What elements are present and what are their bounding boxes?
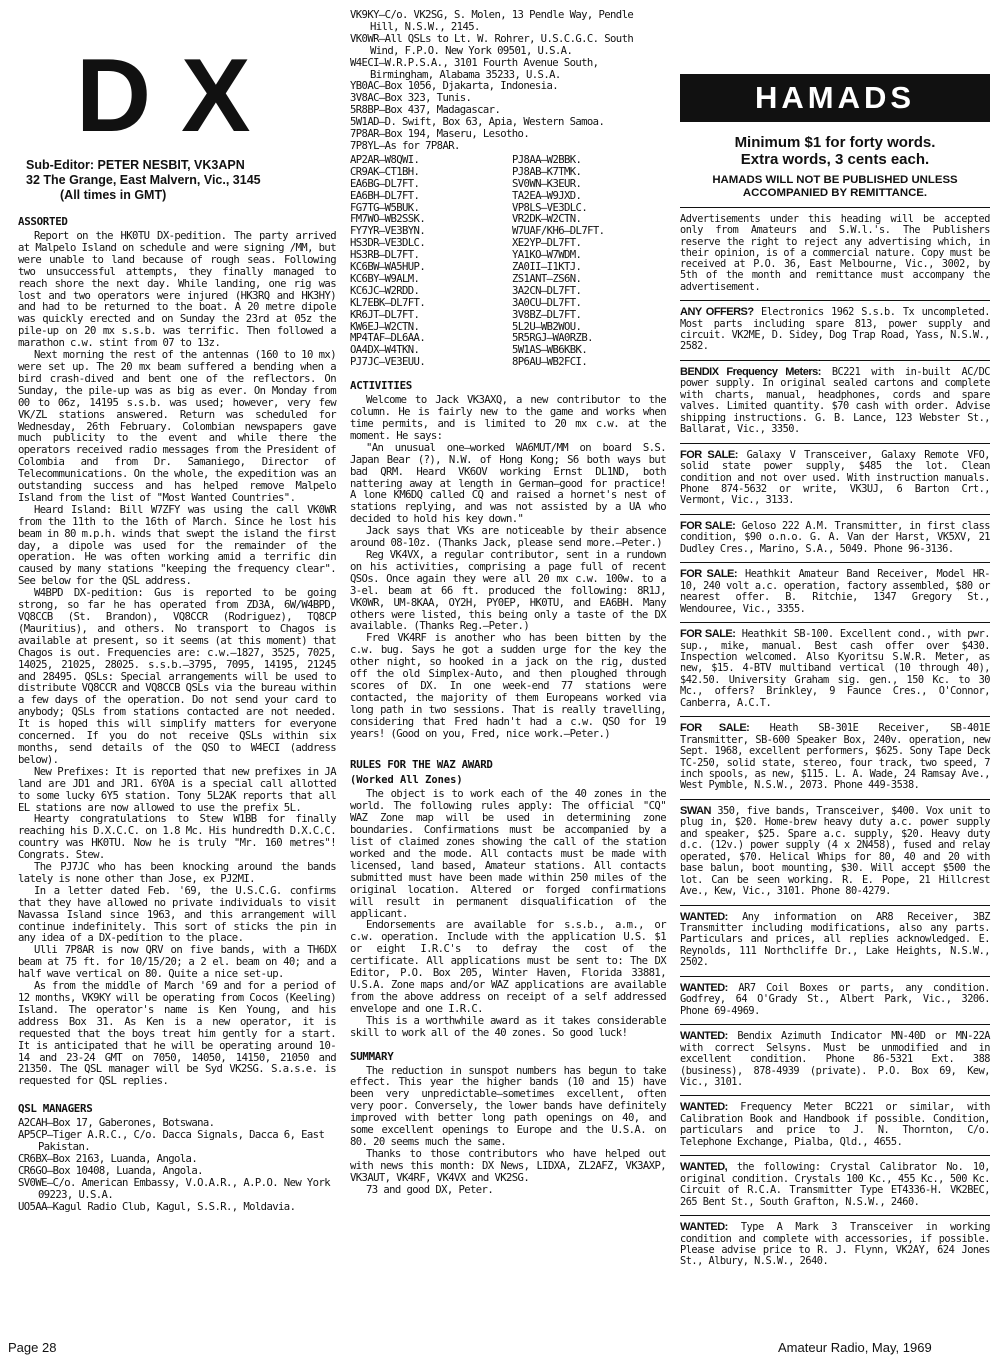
paragraph: Ulli 7P8AR is now QRV on five bands, with a TH6DX beam at 75 ft. for 10/15/20; a 2 el. beam on 40; and a half wave vertical on 80. Quite a nice set-up. bbox=[18, 944, 336, 981]
paragraph: Welcome to Jack VK3AXQ, a new contributor to the column. He is fairly new to the game and works when time permits, and is limited to 20 mx c.w. at the moment. He says: bbox=[350, 394, 666, 442]
paragraph: Report on the HK0TU DX-pedition. The party arrived at Malpelo Island on schedule and were signing /MM, but were unable to land because of rough seas. Following two unsuccessful attempts, they finally managed to reach shore the next day. While landing, one rig was lost and two operators were injured (HK3RQ and HK3HY) and had to be returned to the boat. A 20 metre dipole was quickly erected and on Sunday the 23rd at 05z the pile-up on 20 mx s.s.b. was terrific. Then followed a marathon c.w. stint from 07 to 13z. bbox=[18, 230, 336, 350]
classified-ad bbox=[680, 307, 990, 353]
divider bbox=[680, 360, 990, 361]
qsl-list bbox=[18, 1118, 336, 1213]
qsl-pair-item: PJ8AA—W2BBK. bbox=[512, 154, 582, 166]
list-item: W4ECI—W.R.P.S.A., 3101 Fourth Avenue South, Birmingham, Alabama 35233, U.S.A. bbox=[350, 56, 599, 81]
divider bbox=[680, 514, 990, 515]
divider bbox=[680, 1215, 990, 1216]
paragraph: In a letter dated Feb. '69, the U.S.C.G. confirms that they have allowed no private individuals to visit Navassa Island since 1963, and this arrangement will continue indefinitely. This sort of sticks the pin in any idea of a DX-pedition to the place. bbox=[18, 884, 336, 945]
section-heading-qsl-managers: QSL MANAGERS bbox=[18, 1102, 93, 1116]
classified-ad bbox=[680, 521, 990, 555]
classified-ad bbox=[680, 1162, 990, 1208]
divider bbox=[680, 562, 990, 563]
remittance-notice bbox=[680, 174, 990, 200]
qsl-pair-item: CR9AK—CT1BH. bbox=[350, 166, 420, 178]
ad-lead: SWAN bbox=[680, 804, 711, 817]
column-right bbox=[680, 0, 990, 1268]
paragraph: Jack says that VKs are noticeable by their absence around 08-10z. (Thanks Jack, please send more.—Peter.) bbox=[350, 525, 666, 550]
qsl-pair-item: FG7TG—W5BUK. bbox=[350, 202, 420, 214]
list-item: UO5AA—Kagul Radio Club, Kagul, S.S.R., Moldavia. bbox=[18, 1200, 296, 1213]
list-item: 3V8AC—Box 323, Tunis. bbox=[350, 92, 472, 105]
qsl-pair-item: VP8LS—VE3DLC. bbox=[512, 202, 588, 214]
column-middle bbox=[350, 10, 666, 1196]
subeditor-block bbox=[26, 158, 336, 203]
paragraph: Reg VK4VX, a regular contributor, sent in a rundown on his activities, comprising a page full of recent QSOs. Once again they were all 20 mx c.w. 100w. to a 3-el. beam at 66 ft. produced the following: 8R1J, VK0WR, UM-8KAA, OY2H, PY0EP, HK0TU, and EA6BH. Many others were listed, this being only a taste of the DX available. (Thanks Reg.—Peter.) bbox=[350, 548, 666, 633]
classified-ad bbox=[680, 450, 990, 507]
paragraph: Next morning the rest of the antennas (160 to 10 mx) were set up. The 20 mx beam suffered a bending when a bird crash-dived and bent one of the reflectors. On Sunday, the pile-up was as big as ever. On Monday from 00 to 06z, 14195 s.s.b. was used; however, very few VK/ZL stations answered. Return was scheduled for Wednesday, 26th February. Colombian newspapers gave much publicity to the event and while there the operators received radio messages from the President of Colombia and from Dr. Samaniego, Director of Telecommunications. On the whole, the expedition was an outstanding success and has helped remove Malpelo Island from the list of "Most Wanted Countries". bbox=[18, 349, 336, 504]
qsl-pair-item: 8P6AU—WB2FCI. bbox=[512, 357, 588, 369]
classified-ad bbox=[680, 912, 990, 969]
qsl-pair-item: 3A0CU—DL7FT. bbox=[512, 297, 582, 309]
rates-line: Minimum $1 for forty words. bbox=[734, 134, 936, 151]
ad-text: Geloso 222 A.M. Transmitter, in first class condition, $90 o.n.o. G. A. Van der Harst, VK5XV, 21 Dudley Cres., Marino, S.A., 5049. Phone 96-3136. bbox=[680, 519, 991, 555]
list-item: YB0AC—Box 1056, Djakarta, Indonesia. bbox=[350, 80, 559, 93]
subeditor-address: 32 The Grange, East Malvern, Vic., 3145 bbox=[26, 173, 261, 187]
ad-lead: FOR SALE: bbox=[680, 568, 738, 581]
ad-lead: BENDIX Frequency Meters: bbox=[680, 365, 821, 378]
classified-ad bbox=[680, 1222, 990, 1268]
summary-body bbox=[350, 1066, 666, 1197]
qsl-pair-item: KC6BW—WA5HUP. bbox=[350, 262, 426, 274]
list-item: 7P8YL—As for 7P8AR. bbox=[350, 139, 460, 152]
ad-text: AR7 Coil Boxes or parts, any condition. Godfrey, 64 O'Grady St., Albert Park, Vic., 3206. Phone 69-4969. bbox=[680, 981, 990, 1017]
subeditor-name: Sub-Editor: PETER NESBIT, VK3APN bbox=[26, 158, 245, 172]
list-item: VK0WR—All QSLs to Lt. W. Rohrer, U.S.C.G.C. South Wind, F.P.O. New York 09501, U.S.A. bbox=[350, 32, 634, 57]
column-left bbox=[18, 0, 336, 1214]
paragraph: Heard Island: Bill W7ZFY was using the call VK0WR from the 11th to the 16th of March. Since he lost his beam in 80 m.p.h. winds that swept the island the first day, a dipole was used for the remainder of the operation. He was often working amid a terrific din caused by many stations "keeping the frequency clear". See below for the QSL address. bbox=[18, 503, 336, 588]
list-item: 5R8BP—Box 437, Madagascar. bbox=[350, 104, 501, 117]
qsl-pair-item: OA4DX—W4TKN. bbox=[350, 345, 420, 357]
ad-lead: FOR SALE: bbox=[680, 722, 750, 735]
qsl-pair-item: 5L2U—WB2WOU. bbox=[512, 321, 582, 333]
qsl-pair-item: KL7EBK—DL7FT. bbox=[350, 297, 426, 309]
ad-text: Heath SB-301E Receiver, SB-401E Transmitter, SB-600 Speaker Box, 240v. operation, new Sept. 1968, excellent performers, $625. Sony Tape Deck TC-250, solid state, stereo, four track, two speed, 7 inch spools, as new, $115. L. A. Wade, 24 Ramsay Ave., West Pymble, N.S.W., 2073. Phone 449-3538. bbox=[680, 722, 990, 792]
paragraph: Hearty congratulations to Stew W1BB for finally reaching his D.X.C.C. on 1.8 Mc. His hundredth D.X.C.C. country was HK0TU. Now he is truly "Mr. 160 metres"! Congrats. Stew. bbox=[18, 813, 336, 862]
ad-lead: FOR SALE: bbox=[680, 519, 736, 532]
ad-lead: WANTED: bbox=[680, 1101, 728, 1114]
list-item: VK9KY—C/o. VK2SG, S. Molen, 13 Pendle Way, Pendle Hill, N.S.W., 2145. bbox=[350, 9, 634, 33]
list-item: CR6BX—Box 2163, Luanda, Angola. bbox=[18, 1152, 198, 1165]
activities-body bbox=[350, 395, 666, 740]
divider bbox=[680, 443, 990, 444]
qsl-pair-item: SV0WN—K3EUR. bbox=[512, 178, 582, 190]
paragraph: The PJ7JC who has been knocking around the bands lately is none other than Jose, ex PJ2MI. bbox=[18, 861, 336, 885]
page-title: DX bbox=[76, 38, 281, 154]
qsl-list-continued bbox=[350, 10, 666, 153]
qsl-pair-item: EA6BH—DL7FT. bbox=[350, 190, 420, 202]
list-item: 7P8AR—Box 194, Maseru, Lesotho. bbox=[350, 128, 530, 141]
ad-text: Any information on AR8 Receiver, 3BZ Transmitter including modifications, also any parts. Particulars and prices, all replies acknowledged. E. Reynolds, 111 Northcliffe Dr., Lake Heights, N.S.W., 2502. bbox=[680, 910, 990, 969]
divider bbox=[680, 1095, 990, 1096]
divider bbox=[680, 1024, 990, 1025]
ad-text: Heathkit SB-100. Excellent cond., with pwr. sup., mike, manual. Best cash offer over $430. Inspection welcomed. Also Kyoritsu S.W.R. Meter, as new, $15. 4-BTV multiband vertical (10 through 40), $42.50. University Graham sig. gen., 150 Kc. to 30 Mc., offers? Brinkley, 9 Faunce Cres., O'Connor, Canberra, A.C.T. bbox=[680, 628, 991, 709]
qsl-pair-item: TA2EA—W9JXD. bbox=[512, 190, 582, 202]
classified-ad bbox=[680, 1102, 990, 1148]
ad-lead: FOR SALE: bbox=[680, 448, 738, 461]
list-item: AP5CP—Tiger A.R.C., C/o. Dacca Signals, Dacca 6, East Pakistan. bbox=[18, 1129, 325, 1154]
paragraph: Thanks to those contributors who have helped out with news this month: DX News, LIDXA, ZL2AFZ, VK3AXP, VK3AUT, VK4RF, VK4VX and VK2SG. bbox=[350, 1147, 666, 1184]
rates-line: Extra words, 3 cents each. bbox=[740, 151, 930, 168]
hamads-intro: Advertisements under this heading will be accepted only from Amateurs and S.W.l.'s. The Publishers reserve the right to reject any advertising which, in their opinion, is of a commercial nature. Copy must be received at P.O. 36, East Melbourne, Vic., 3002, by 5th of the month and remittance must accompany the advertisement. bbox=[680, 214, 990, 293]
classified-ad bbox=[680, 1031, 990, 1088]
paragraph: This is a worthwhile award as it takes considerable skill to work all of the 40 zones. So good luck! bbox=[350, 1014, 666, 1039]
list-item: SV0WE—C/o. American Embassy, V.O.A.R., A.P.O. New York 09223, U.S.A. bbox=[18, 1176, 331, 1201]
list-item: CR6GO—Box 10408, Luanda, Angola. bbox=[18, 1164, 203, 1177]
hamads-banner: HAMADS bbox=[680, 74, 990, 122]
ad-text: Galaxy V Transceiver, Galaxy Remote VFO, solid state power supply, $485 the lot. Clean condition and not over used. With instruction manuals. Phone 874-5632 or write, VK3UJ, 6 Barton Crt., Vermont, Vic., 3133. bbox=[680, 448, 990, 507]
assorted-body bbox=[18, 231, 336, 1088]
classified-ad bbox=[680, 983, 990, 1017]
divider bbox=[680, 1155, 990, 1156]
ad-text: BC221 with in-built AC/DC power supply. In original sealed cartons and complete with charts, manual, headphones, cords and spare valves. Limited quantity. $70 cash with order. Advise shipping instructions. G. B. Lance, 123 Webster St., Ballarat, Vic., 3350. bbox=[680, 365, 990, 436]
ad-text: 350, five bands, Transceiver, $400. Vox unit to plug in, $20. Home-brew heavy duty a.c. power supply and speaker, $25. Spare a.c. supply, $20. Heavy duty d.c. (12v.) power supply (4 x 2N458), fused and relay operated, $70. Helical Whips for 80, 40 and 20 with base balun, boot mounting, $30. Will accept $500 the lot. Can be seen working. R. E. Pope, 21 Hillcrest Ave., Kew, Vic., 3101. Phone 80-4279. bbox=[680, 804, 990, 898]
qsl-pair-item: KR6JT—DL7FT. bbox=[350, 309, 420, 321]
ad-lead: ANY OFFERS? bbox=[680, 306, 754, 319]
ad-lead: FOR SALE: bbox=[680, 628, 736, 641]
ad-text: the following: Crystal Calibrator No. 10, original condition. Crystals 100 Kc., 455 Kc., 500 Kc. Circuit of R.C.A. Transmitter Type ET4336-H. VK2BEC, 265 Bent St., South Grafton, N.S.W., 2460. bbox=[680, 1161, 991, 1208]
classified-ad bbox=[680, 629, 990, 709]
classified-ad bbox=[680, 367, 990, 436]
classified-ad bbox=[680, 723, 990, 792]
ad-text: Heathkit Amateur Band Receiver, Model HR-10, 240 volt a.c. operation, factory assembled, $80 or nearest offer. B. Ritchie, 1347 Gregory St., Wendouree, Vic., 3355. bbox=[680, 568, 991, 615]
page-number: Page 28 bbox=[8, 1340, 57, 1355]
ad-lead: WANTED, bbox=[680, 1161, 728, 1174]
qsl-pair-item: 3A2CN—DL7FT. bbox=[512, 285, 582, 297]
classified-ads-list bbox=[680, 300, 990, 1268]
paragraph: Fred VK4RF is another who has been bitten by the c.w. bug. Says he got a sudden urge for the key the other night, so hooked in a jack on the rig, dusted off the old Simplex-Auto, and then ploughed through scores of DX. In one week-end 77 stations were contacted, the majority of them Europeans worked via long path in two sessions. That is really travelling, considering that Fred hadn't had a c.w. QSO for 19 years! (Good on you, Fred, nice work.—Peter.) bbox=[350, 632, 666, 740]
divider bbox=[680, 976, 990, 977]
qsl-pair-item: VR2DK—W2CTN. bbox=[512, 214, 582, 226]
section-heading-summary: SUMMARY bbox=[350, 1049, 394, 1063]
notice-line: HAMADS WILL NOT BE PUBLISHED UNLESS bbox=[712, 174, 958, 186]
qsl-pair-item: EA6BG—DL7FT. bbox=[350, 178, 420, 190]
classified-ad bbox=[680, 806, 990, 898]
divider bbox=[680, 622, 990, 623]
paragraph: As from the middle of March '69 and for a period of 12 months, VK9KY will be operating from Cocos (Keeling) Island. The operator's name is Ken Young, and his address Box 31. As Ken is a new operator, it is requested that the boys treat him gently for a start. It is anticipated that he will be operating around 10-14 and 23-24 GMT on 7050, 14050, 14150, 21050 and 21350. The QSL manager will be Syd VK2SG. S.a.s.e. is requested for QSL replies. bbox=[18, 980, 336, 1088]
divider bbox=[680, 207, 990, 208]
qsl-pair-item: 3V8BZ—DL7FT. bbox=[512, 309, 582, 321]
qsl-pair-item: HS3DR—VE3DLC. bbox=[350, 238, 426, 250]
paragraph: "An unusual one—worked WA6MUT/MM on board S.S. Japan Bear (?), N.W. of Hong Kong; S6 both ways but bad QRM. Heard VK6OV working Ernst DL1ND, both nattering away at length in German—good for practice! A lone KM6DQ called CQ and raised a hornet's nest of stations replying, and was not assisted by a UA who decided to hold his key down." bbox=[350, 441, 666, 526]
qsl-pair-item: AP2AR—W8QWI. bbox=[350, 154, 420, 166]
qsl-pair-item: KC6JC—W2RDD. bbox=[350, 285, 420, 297]
qsl-pair-item: FM7WO—WB2SSK. bbox=[350, 214, 426, 226]
section-heading-assorted: ASSORTED bbox=[18, 215, 68, 228]
publication-line: Amateur Radio, May, 1969 bbox=[778, 1340, 932, 1355]
paragraph: W4BPD DX-pedition: Gus is reported to be going strong, so far he has operated from ZD3A, 6W/W4BPD, VQ8CCB (St. Brandon), VQ8CCR (Rodriguez), TQ8CP (Mauritius), and others. No transport to Chagos is available at present, so it seems (at this moment) that Chagos is out. Frequencies are: c.w.—1827, 3525, 7025, 14025, 21025, 28025. s.s.b.—3795, 7095, 14195, 21245 and 28495. QSLs: Special arrangements will be used to distribute VQ8CCR and VQ8CCB QSLs via the bureau within a few days of the operation. Do not send your card to anybody; QSLs from stations contacted are not needed. It is hoped this will simplify matters for everyone concerned. If you do not receive QSLs within six months, send details of the QSO to W4ECI (address below). bbox=[18, 587, 336, 766]
qsl-pair-item: FY7YR—VE3BYN. bbox=[350, 226, 426, 238]
classified-ad bbox=[680, 569, 990, 615]
notice-line: ACCOMPANIED BY REMITTANCE. bbox=[742, 187, 928, 199]
paragraph: The reduction in sunspot numbers has begun to take effect. This year the higher bands (10 and 15) have been very unpredictable—sometimes excellent, often very poor. Conversely, the lower bands have definitely improved with better long path openings on 40, and some excellent openings to Europe and the U.S.A. on 80. 20 seems much the same. bbox=[350, 1064, 666, 1148]
qsl-pair-item: HS3RB—DL7FT. bbox=[350, 250, 420, 262]
ad-text: Type A Mark 3 Transceiver in working condition and complete with accessories, if possible. Please advise price to R. J. Flynn, VK2AY, 624 Jones St., Albury, N.S.W., 2640. bbox=[680, 1221, 990, 1268]
paragraph: The object is to work each of the 40 zones in the world. The following rules apply: The official "CQ" WAZ Zone map will be used in determining zone boundaries. Confirmations must be accompanied by a list of claimed zones showing the call of the station worked and the mode. All contacts must be made with licensed, land based, Amateur stations. All contacts submitted must have been made within 250 miles of the original location. Altered or forged confirmations will result in permanent disqualification of the applicant. bbox=[350, 788, 666, 920]
qsl-pair-item: 5W1AS—WB6KBK. bbox=[512, 345, 588, 357]
waz-body bbox=[350, 789, 666, 1039]
ad-lead: WANTED: bbox=[680, 1030, 728, 1043]
qsl-pair-item: ZS1ANT—ZS6N. bbox=[512, 273, 582, 285]
qsl-pair-item: PJ8AB—K7TMK. bbox=[512, 166, 582, 178]
qsl-pair-item: XE2YP—DL7FT. bbox=[512, 238, 582, 250]
waz-subheading: (Worked All Zones) bbox=[350, 774, 463, 787]
qsl-pair-item: ZA0II—I1KTJ. bbox=[512, 262, 582, 274]
ad-text: Frequency Meter BC221 or similar, with Calibration Book and Handbook if possible. Condition, particulars and price to J. N. Thornton, C/o. Telephone Exchange, Pialba, Qld., 4655. bbox=[680, 1101, 991, 1148]
divider bbox=[680, 716, 990, 717]
list-item: A2CAH—Box 17, Gaberones, Botswana. bbox=[18, 1117, 215, 1130]
list-item: 5W1AD—D. Swift, Box 63, Apia, Western Samoa. bbox=[350, 116, 605, 129]
paragraph: Endorsements are available for s.s.b., a.m., or c.w. operation. Include with the application U.S. $1 or eight I.R.C's to defray the cost of the certificate. All applications must be sent to: The DX Editor, P.O. Box 205, Winter Haven, Florida 33881, U.S.A. Zone maps and/or WAZ applications are available from the above address on receipt of a self addressed envelope and one I.R.C. bbox=[350, 919, 666, 1015]
times-note: (All times in GMT) bbox=[60, 188, 167, 202]
qsl-pair-item: KW6EJ—W2CTN. bbox=[350, 321, 420, 333]
ad-lead: WANTED: bbox=[680, 1221, 728, 1234]
qsl-pair-item: 5R5RGJ—WA0RZB. bbox=[512, 333, 593, 345]
ad-text: Bendix Azimuth Indicator MN-40D or MN-22A with correct Selsyns. Must be unmodified and in excellent condition. Phone 86-5321 Ext. 388 (business), 878-4939 (private). P.O. Box 69, Kew, Vic., 3101. bbox=[680, 1030, 990, 1088]
rates-block bbox=[680, 134, 990, 168]
qsl-pair-item: W7UAF/KH6—DL7FT. bbox=[512, 226, 605, 238]
paragraph: 73 and good DX, Peter. bbox=[366, 1183, 494, 1196]
qsl-pair-item: KC6BY—W9ALM. bbox=[350, 273, 420, 285]
divider bbox=[680, 300, 990, 301]
qsl-pair-item: YA1KO—W7WDM. bbox=[512, 250, 582, 262]
ad-lead: WANTED: bbox=[680, 910, 728, 923]
qsl-pair-item: MP4TAF—DL6AA. bbox=[350, 333, 426, 345]
paragraph: New Prefixes: It is reported that new prefixes in JA land are JD1 and JR1. 6Y0A is a special call allotted to some lucky 6Y5 station. Tony 5L2AK reports that all EL stations are now allowed to use the prefix 5L. bbox=[18, 765, 336, 814]
ad-text: Electronics 1962 S.s.b. Tx uncompleted. Most parts including spare 813, power supply and circuit. VK2ME, D. Sidey, Dog Trap Road, Yass, N.S.W., 2582. bbox=[680, 306, 990, 353]
section-heading-waz: RULES FOR THE WAZ AWARD bbox=[350, 758, 493, 772]
divider bbox=[680, 905, 990, 906]
divider bbox=[680, 799, 990, 800]
section-heading-activities: ACTIVITIES bbox=[350, 379, 413, 393]
qsl-pair-item: PJ7JC—VE3EUU. bbox=[350, 357, 426, 369]
ad-lead: WANTED: bbox=[680, 981, 728, 994]
qsl-pairs-grid bbox=[350, 155, 666, 369]
